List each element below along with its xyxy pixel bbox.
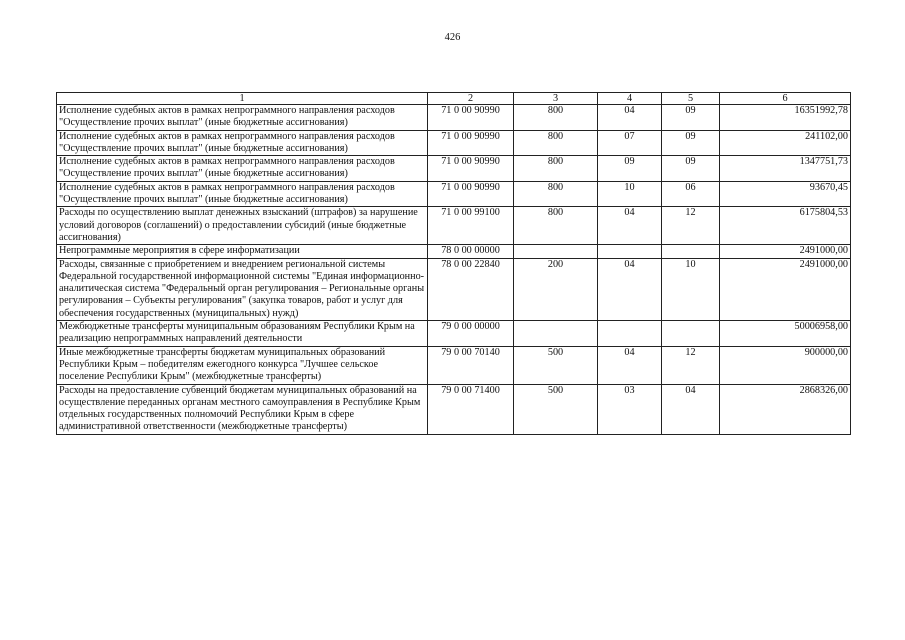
row-name-cell: Расходы, связанные с приобретением и внедрением региональной системы Федеральной государственной информационной системы "Единая информационно-аналитическая система "Федеральный орган регулирования – Региональные органы регулирования – Субъекты регулирования" (закупка товаров, работ и услуг для обеспечения государственных (муниципальных) нужд) xyxy=(57,258,428,320)
subsection-cell: 12 xyxy=(662,207,720,245)
target-article-cell: 71 0 00 90990 xyxy=(428,105,514,131)
expense-type-cell: 800 xyxy=(514,105,598,131)
subsection-cell: 09 xyxy=(662,156,720,182)
amount-cell: 2491000,00 xyxy=(720,258,851,320)
table-row xyxy=(57,156,851,182)
column-header-5: 5 xyxy=(662,93,720,105)
target-article-cell: 79 0 00 70140 xyxy=(428,346,514,384)
expense-type-cell: 800 xyxy=(514,156,598,182)
table-row xyxy=(57,181,851,207)
row-name-cell: Расходы на предоставление субвенций бюджетам муниципальных образований на осуществление переданных органам местного самоуправления в Республике Крым отдельных государственных полномочий Республики Крым в сфере административной ответственности (межбюджетные трансферты) xyxy=(57,384,428,434)
expense-type-cell: 800 xyxy=(514,130,598,156)
row-name-cell: Непрограммные мероприятия в сфере информатизации xyxy=(57,245,428,258)
table-row xyxy=(57,321,851,347)
amount-cell: 2491000,00 xyxy=(720,245,851,258)
amount-cell: 6175804,53 xyxy=(720,207,851,245)
subsection-cell: 09 xyxy=(662,105,720,131)
row-name-cell: Иные межбюджетные трансферты бюджетам муниципальных образований Республики Крым – победителям ежегодного конкурса "Лучшее сельское поселение Республики Крым" (межбюджетные трансферты) xyxy=(57,346,428,384)
row-name-cell: Исполнение судебных актов в рамках непрограммного направления расходов "Осуществление прочих выплат" (иные бюджетные ассигнования) xyxy=(57,156,428,182)
expense-type-cell: 500 xyxy=(514,384,598,434)
section-cell xyxy=(598,321,662,347)
subsection-cell: 12 xyxy=(662,346,720,384)
target-article-cell: 78 0 00 00000 xyxy=(428,245,514,258)
expense-type-cell: 800 xyxy=(514,207,598,245)
table-row xyxy=(57,384,851,434)
section-cell: 04 xyxy=(598,207,662,245)
column-header-2: 2 xyxy=(428,93,514,105)
table-row xyxy=(57,105,851,131)
column-header-3: 3 xyxy=(514,93,598,105)
table-row xyxy=(57,207,851,245)
target-article-cell: 71 0 00 90990 xyxy=(428,156,514,182)
section-cell: 07 xyxy=(598,130,662,156)
table-row xyxy=(57,258,851,320)
row-name-cell: Межбюджетные трансферты муниципальным образованиям Республики Крым на реализацию непрограммных направлений деятельности xyxy=(57,321,428,347)
row-name-cell: Расходы по осуществлению выплат денежных взысканий (штрафов) за нарушение условий договоров (соглашений) о предоставлении субсидий (иные бюджетные ассигнования) xyxy=(57,207,428,245)
target-article-cell: 79 0 00 00000 xyxy=(428,321,514,347)
row-name-cell: Исполнение судебных актов в рамках непрограммного направления расходов "Осуществление прочих выплат" (иные бюджетные ассигнования) xyxy=(57,181,428,207)
subsection-cell: 04 xyxy=(662,384,720,434)
column-header-1: 1 xyxy=(57,93,428,105)
column-header-4: 4 xyxy=(598,93,662,105)
section-cell: 03 xyxy=(598,384,662,434)
subsection-cell: 10 xyxy=(662,258,720,320)
table-row xyxy=(57,245,851,258)
amount-cell: 1347751,73 xyxy=(720,156,851,182)
amount-cell: 900000,00 xyxy=(720,346,851,384)
expense-type-cell: 200 xyxy=(514,258,598,320)
amount-cell: 241102,00 xyxy=(720,130,851,156)
section-cell: 04 xyxy=(598,346,662,384)
subsection-cell: 06 xyxy=(662,181,720,207)
column-header-6: 6 xyxy=(720,93,851,105)
subsection-cell: 09 xyxy=(662,130,720,156)
table-row xyxy=(57,130,851,156)
expense-type-cell xyxy=(514,245,598,258)
amount-cell: 50006958,00 xyxy=(720,321,851,347)
target-article-cell: 78 0 00 22840 xyxy=(428,258,514,320)
subsection-cell xyxy=(662,321,720,347)
section-cell: 10 xyxy=(598,181,662,207)
amount-cell: 16351992,78 xyxy=(720,105,851,131)
table-row xyxy=(57,346,851,384)
row-name-cell: Исполнение судебных актов в рамках непрограммного направления расходов "Осуществление прочих выплат" (иные бюджетные ассигнования) xyxy=(57,105,428,131)
expense-type-cell xyxy=(514,321,598,347)
amount-cell: 2868326,00 xyxy=(720,384,851,434)
amount-cell: 93670,45 xyxy=(720,181,851,207)
expense-type-cell: 500 xyxy=(514,346,598,384)
target-article-cell: 71 0 00 90990 xyxy=(428,181,514,207)
section-cell xyxy=(598,245,662,258)
section-cell: 09 xyxy=(598,156,662,182)
budget-table xyxy=(56,92,851,435)
row-name-cell: Исполнение судебных актов в рамках непрограммного направления расходов "Осуществление прочих выплат" (иные бюджетные ассигнования) xyxy=(57,130,428,156)
header-row xyxy=(57,93,851,105)
section-cell: 04 xyxy=(598,105,662,131)
target-article-cell: 71 0 00 90990 xyxy=(428,130,514,156)
target-article-cell: 71 0 00 99100 xyxy=(428,207,514,245)
subsection-cell xyxy=(662,245,720,258)
section-cell: 04 xyxy=(598,258,662,320)
page-number: 426 xyxy=(444,32,461,43)
expense-type-cell: 800 xyxy=(514,181,598,207)
target-article-cell: 79 0 00 71400 xyxy=(428,384,514,434)
